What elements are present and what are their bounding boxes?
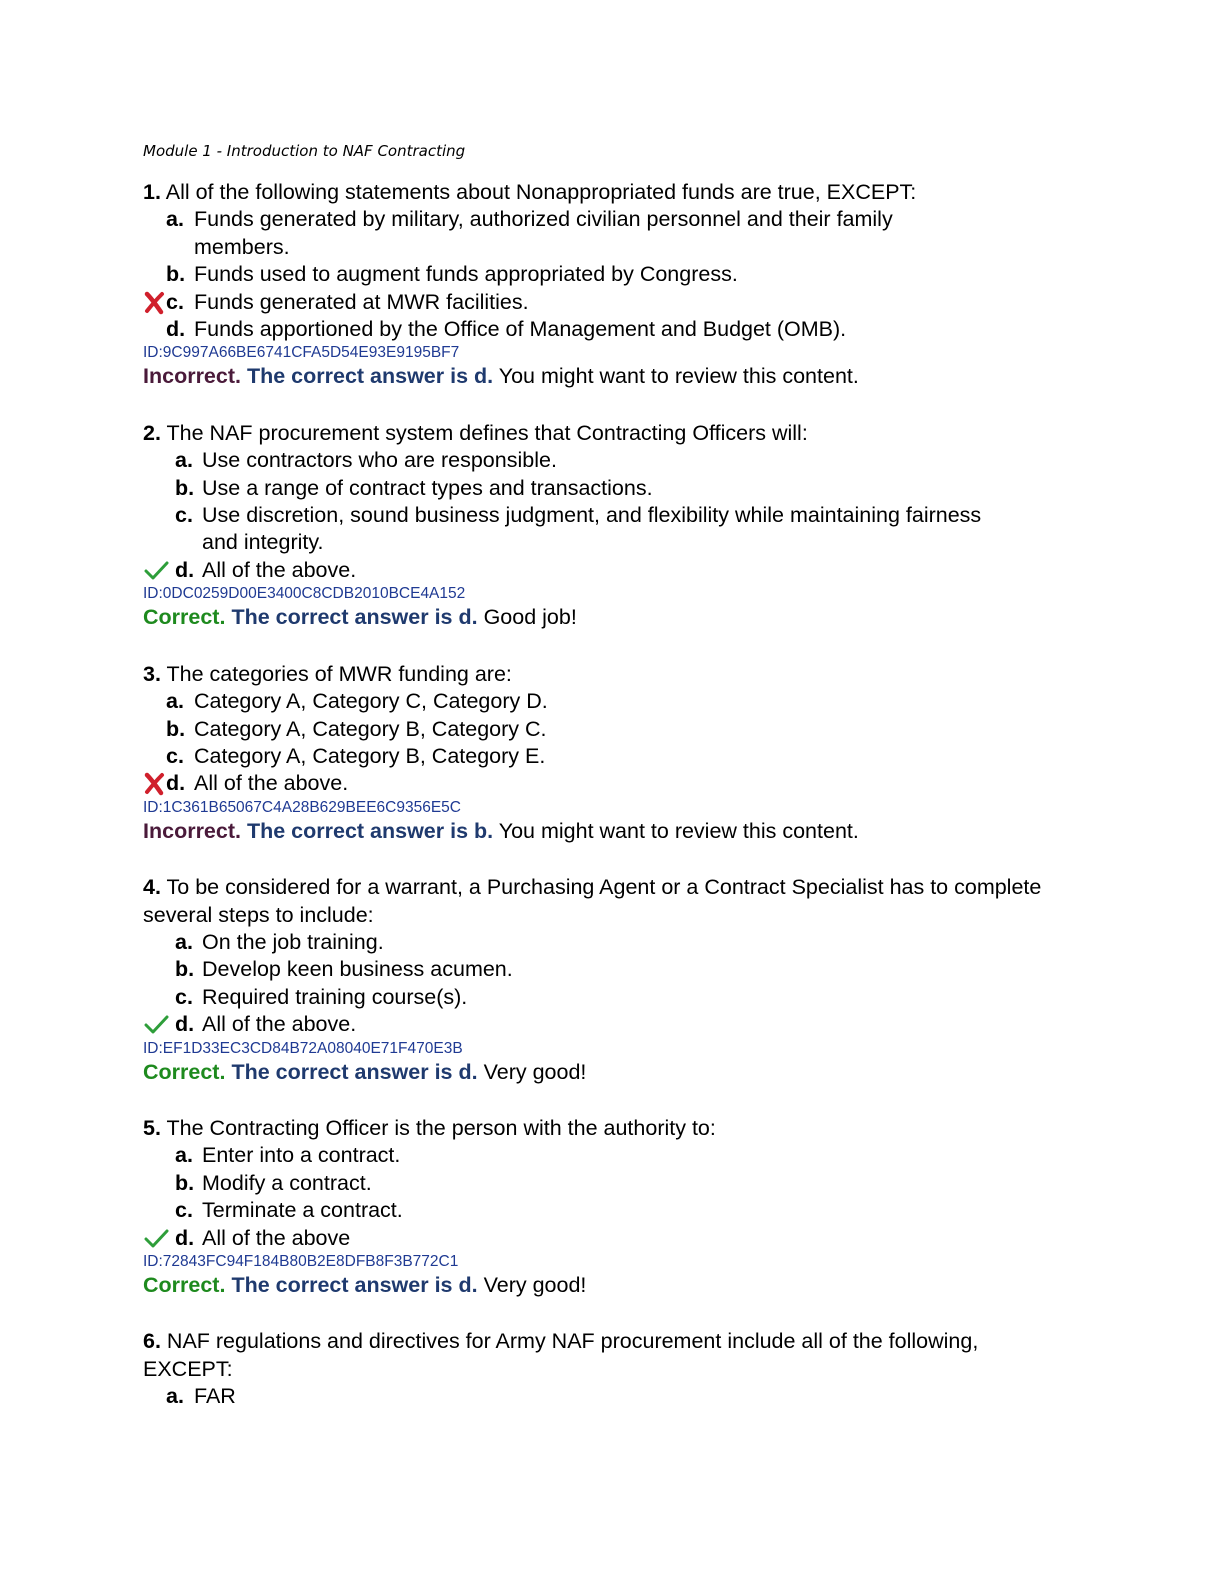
question-text: The Contracting Officer is the person with the authority to: [166, 1115, 716, 1140]
option-letter: c. [166, 743, 184, 768]
option-text: On the job training. [202, 929, 384, 954]
correct-answer-label: The correct answer is d. [231, 1059, 478, 1084]
answer-option [143, 716, 1043, 743]
question-id: ID:9C997A66BE6741CFA5D54E93E9195BF7 [143, 344, 460, 362]
option-letter: b. [175, 475, 195, 500]
question-number: 4. [143, 875, 161, 900]
option-text: Develop keen business acumen. [202, 957, 513, 982]
option-text: Category A, Category C, Category D. [194, 689, 548, 714]
feedback-comment: You might want to review this content. [498, 818, 859, 843]
option-text: Funds apportioned by the Office of Management and Budget (OMB). [194, 317, 847, 342]
question-number: 1. [143, 180, 161, 204]
question-text: The categories of MWR funding are: [166, 661, 512, 686]
feedback-line [143, 604, 1043, 631]
question-list [143, 179, 1043, 1411]
answer-option [143, 289, 1043, 316]
answer-option [143, 770, 1043, 797]
option-text: Use a range of contract types and transactions. [202, 475, 653, 500]
option-letter: d. [175, 557, 195, 582]
correct-answer-label: The correct answer is b. [246, 818, 494, 843]
option-text: Use contractors who are responsible. [202, 448, 557, 473]
option-letter: a. [166, 1384, 184, 1409]
option-text: Funds generated at MWR facilities. [194, 289, 529, 314]
option-letter: b. [166, 716, 186, 741]
answer-option [143, 475, 1043, 502]
answer-option [143, 502, 1043, 557]
option-text: Category A, Category B, Category C. [194, 716, 547, 741]
result-label: Correct. [143, 1059, 226, 1084]
question-number: 5. [143, 1115, 161, 1140]
question-text-line [143, 420, 1043, 447]
answer-option [143, 447, 1043, 474]
answer-option [143, 984, 1043, 1011]
option-letter: a. [175, 1143, 193, 1168]
question-block [143, 179, 1043, 391]
option-letter: b. [166, 262, 186, 287]
question-number: 2. [143, 420, 161, 445]
option-letter: c. [175, 503, 193, 528]
result-label: Incorrect. [143, 364, 241, 389]
option-text: Modify a contract. [202, 1170, 372, 1195]
question-text: To be considered for a warrant, a Purchasing Agent or a Contract Specialist has to complete several steps to include: [143, 875, 1042, 927]
question-id: ID:0DC0259D00E3400C8CDB2010BCE4A152 [143, 585, 466, 603]
option-letter: a. [175, 448, 193, 473]
answer-option [143, 688, 1043, 715]
option-text: Use discretion, sound business judgment, and flexibility while maintaining fairness and integrity. [202, 503, 982, 555]
question-text: The NAF procurement system defines that Contracting Officers will: [166, 420, 808, 445]
question-text-line [143, 1328, 1043, 1383]
question-text-line [143, 874, 1043, 929]
answer-option [143, 316, 1043, 343]
answer-option [143, 1142, 1043, 1169]
question-text: NAF regulations and directives for Army NAF procurement include all of the following, EXCEPT: [143, 1329, 979, 1381]
result-label: Correct. [143, 605, 226, 630]
option-letter: d. [175, 1225, 195, 1250]
answer-option [143, 1225, 1043, 1252]
question-number: 6. [143, 1329, 161, 1354]
feedback-comment: Very good! [483, 1059, 587, 1084]
option-letter: c. [166, 289, 184, 314]
option-letter: a. [166, 689, 184, 714]
option-text: Enter into a contract. [202, 1143, 401, 1168]
feedback-line [143, 1272, 1043, 1299]
feedback-comment: Good job! [483, 605, 577, 630]
answer-option [143, 956, 1043, 983]
feedback-line [143, 818, 1043, 845]
question-block [143, 1328, 1043, 1410]
question-block [143, 661, 1043, 845]
question-id: ID:EF1D33EC3CD84B72A08040E71F470E3B [143, 1039, 463, 1057]
option-text: FAR [194, 1384, 236, 1409]
option-letter: c. [175, 1198, 193, 1223]
option-text: Funds generated by military, authorized civilian personnel and their family members. [194, 207, 893, 259]
option-letter: d. [166, 771, 186, 796]
question-id: ID:1C361B65067C4A28B629BEE6C9356E5C [143, 798, 461, 816]
feedback-line [143, 1059, 1043, 1086]
option-text: Terminate a contract. [202, 1198, 403, 1223]
module-title: Module 1 - Introduction to NAF Contracting [143, 142, 466, 160]
feedback-line [143, 363, 1043, 390]
answer-option [143, 743, 1043, 770]
answer-option [143, 929, 1043, 956]
correct-answer-label: The correct answer is d. [231, 605, 478, 630]
option-text: Required training course(s). [202, 984, 468, 1009]
option-letter: d. [175, 1012, 195, 1037]
option-letter: b. [175, 957, 195, 982]
option-letter: b. [175, 1170, 195, 1195]
correct-check-icon [143, 1227, 169, 1251]
correct-answer-label: The correct answer is d. [246, 364, 494, 389]
option-text: All of the above. [194, 771, 349, 796]
answer-option [143, 557, 1043, 584]
question-block [143, 1115, 1043, 1299]
question-text-line [143, 1115, 1043, 1142]
correct-check-icon [143, 559, 169, 583]
answer-option [143, 1011, 1043, 1038]
answer-option [143, 261, 1043, 288]
result-label: Incorrect. [143, 818, 241, 843]
result-label: Correct. [143, 1273, 226, 1297]
question-block [143, 874, 1043, 1086]
question-text-line [143, 661, 1043, 688]
option-text: All of the above. [202, 1012, 357, 1037]
correct-answer-label: The correct answer is d. [231, 1273, 478, 1297]
answer-option [143, 1170, 1043, 1197]
option-letter: c. [175, 984, 193, 1009]
answer-option [143, 206, 1043, 261]
option-text: Funds used to augment funds appropriated by Congress. [194, 262, 738, 287]
answer-option [143, 1197, 1043, 1224]
option-text: All of the above. [202, 557, 357, 582]
document-page [143, 141, 1043, 1440]
question-number: 3. [143, 661, 161, 686]
feedback-comment: You might want to review this content. [498, 364, 859, 389]
option-text: All of the above [202, 1225, 351, 1250]
question-text: All of the following statements about Nonappropriated funds are true, EXCEPT: [165, 180, 917, 204]
option-letter: a. [175, 929, 193, 954]
correct-check-icon [143, 1013, 169, 1037]
question-id: ID:72843FC94F184B80B2E8DFB8F3B772C1 [143, 1253, 459, 1270]
question-block [143, 420, 1043, 632]
question-text-line [143, 179, 1043, 206]
answer-option [143, 1383, 1043, 1410]
option-letter: d. [166, 317, 186, 342]
option-letter: a. [166, 207, 184, 232]
option-text: Category A, Category B, Category E. [194, 743, 546, 768]
feedback-comment: Very good! [483, 1273, 587, 1297]
